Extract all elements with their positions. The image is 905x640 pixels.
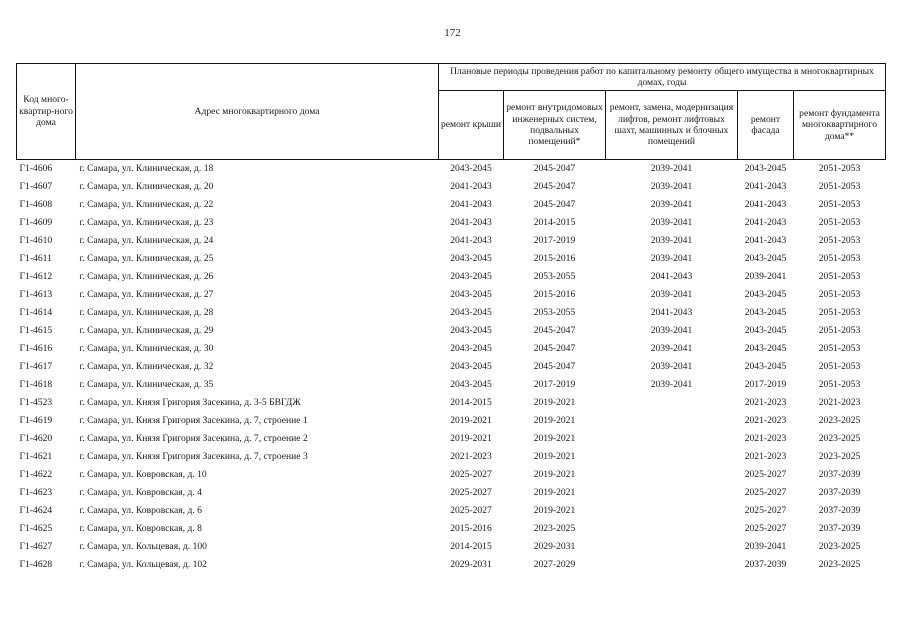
cell-systems: 2019-2021 — [533, 451, 576, 462]
cell-facade: 2043-2045 — [744, 307, 787, 318]
cell-foundation: 2021-2023 — [818, 397, 861, 408]
cell-systems: 2053-2055 — [533, 307, 576, 318]
cell-facade: 2043-2045 — [744, 361, 787, 372]
cell-code: Г1-4607 — [19, 181, 53, 192]
cell-roof: 2019-2021 — [450, 415, 492, 426]
cell-code: Г1-4613 — [19, 289, 53, 300]
cell-facade: 2043-2045 — [744, 343, 787, 354]
cell-facade: 2025-2027 — [744, 523, 787, 534]
cell-elevators — [606, 394, 738, 412]
cell-roof: 2029-2031 — [450, 559, 492, 570]
cell-systems: 2019-2021 — [533, 397, 576, 408]
cell-address: г. Самара, ул. Клиническая, д. 20 — [79, 181, 214, 192]
header-code: Код много-квартир-ного дома — [17, 64, 76, 160]
cell-roof: 2043-2045 — [450, 325, 492, 336]
cell-roof: 2043-2045 — [450, 289, 492, 300]
cell-systems: 2015-2016 — [533, 253, 576, 264]
cell-elevators — [606, 412, 738, 430]
cell-systems: 2045-2047 — [533, 199, 576, 210]
cell-foundation: 2037-2039 — [818, 505, 861, 516]
cell-foundation: 2023-2025 — [818, 433, 861, 444]
cell-systems: 2029-2031 — [533, 541, 576, 552]
cell-address: г. Самара, ул. Клиническая, д. 35 — [79, 379, 214, 390]
cell-roof: 2043-2045 — [450, 379, 492, 390]
cell-systems: 2023-2025 — [533, 523, 576, 534]
cell-foundation: 2051-2053 — [818, 235, 861, 246]
cell-roof: 2043-2045 — [450, 271, 492, 282]
cell-code: Г1-4624 — [19, 505, 53, 516]
cell-roof: 2043-2045 — [450, 307, 492, 318]
cell-elevators: 2039-2041 — [650, 379, 693, 390]
cell-code: Г1-4617 — [19, 361, 53, 372]
cell-systems: 2045-2047 — [533, 181, 576, 192]
cell-address: г. Самара, ул. Ковровская, д. 10 — [79, 469, 207, 480]
cell-roof: 2041-2043 — [450, 235, 492, 246]
cell-roof: 2019-2021 — [450, 433, 492, 444]
cell-roof: 2015-2016 — [450, 523, 492, 534]
table-row — [17, 484, 886, 502]
table-row — [17, 232, 886, 250]
cell-code: Г1-4620 — [19, 433, 53, 444]
cell-systems: 2019-2021 — [533, 487, 576, 498]
cell-systems: 2045-2047 — [533, 163, 576, 174]
cell-code: Г1-4625 — [19, 523, 53, 534]
cell-address: г. Самара, ул. Клиническая, д. 32 — [79, 361, 214, 372]
cell-address: г. Самара, ул. Ковровская, д. 6 — [79, 505, 202, 516]
cell-roof: 2043-2045 — [450, 343, 492, 354]
cell-foundation: 2051-2053 — [818, 217, 861, 228]
cell-facade: 2043-2045 — [744, 325, 787, 336]
cell-systems: 2019-2021 — [533, 469, 576, 480]
table-row — [17, 340, 886, 358]
header-address: Адрес многоквартирного дома — [76, 64, 439, 160]
cell-elevators — [606, 502, 738, 520]
cell-foundation: 2051-2053 — [818, 361, 861, 372]
cell-foundation: 2051-2053 — [818, 199, 861, 210]
cell-address: г. Самара, ул. Клиническая, д. 23 — [79, 217, 214, 228]
cell-facade: 2037-2039 — [744, 559, 787, 570]
table-row — [17, 322, 886, 340]
header-roof: ремонт крыши — [439, 91, 504, 160]
cell-elevators: 2039-2041 — [650, 343, 693, 354]
cell-elevators: 2039-2041 — [650, 253, 693, 264]
table-row — [17, 466, 886, 484]
cell-roof: 2041-2043 — [450, 199, 492, 210]
cell-code: Г1-4618 — [19, 379, 53, 390]
cell-facade: 2025-2027 — [744, 487, 787, 498]
cell-elevators: 2041-2043 — [650, 271, 693, 282]
cell-roof: 2043-2045 — [450, 361, 492, 372]
cell-systems: 2015-2016 — [533, 289, 576, 300]
cell-foundation: 2051-2053 — [818, 343, 861, 354]
cell-roof: 2041-2043 — [450, 217, 492, 228]
cell-roof: 2025-2027 — [450, 469, 492, 480]
table-row — [17, 430, 886, 448]
cell-facade: 2043-2045 — [744, 163, 787, 174]
table-row — [17, 520, 886, 538]
cell-roof: 2014-2015 — [450, 397, 492, 408]
cell-systems: 2019-2021 — [533, 433, 576, 444]
cell-code: Г1-4628 — [19, 559, 53, 570]
cell-elevators: 2039-2041 — [650, 163, 693, 174]
cell-roof: 2043-2045 — [450, 253, 492, 264]
cell-elevators — [606, 484, 738, 502]
cell-address: г. Самара, ул. Клиническая, д. 26 — [79, 271, 214, 282]
table-row — [17, 286, 886, 304]
table-row — [17, 556, 886, 574]
cell-address: г. Самара, ул. Князя Григория Засекина, д. 3-5 БВГДЖ — [79, 397, 301, 408]
cell-code: Г1-4612 — [19, 271, 53, 282]
cell-systems: 2019-2021 — [533, 415, 576, 426]
table-row — [17, 250, 886, 268]
cell-facade: 2021-2023 — [744, 433, 787, 444]
cell-systems: 2019-2021 — [533, 505, 576, 516]
cell-address: г. Самара, ул. Кольцевая, д. 100 — [79, 541, 207, 552]
cell-foundation: 2051-2053 — [818, 181, 861, 192]
cell-address: г. Самара, ул. Ковровская, д. 4 — [79, 487, 202, 498]
cell-foundation: 2023-2025 — [818, 451, 861, 462]
cell-facade: 2043-2045 — [744, 253, 787, 264]
cell-elevators — [606, 538, 738, 556]
table-row — [17, 412, 886, 430]
header-facade: ремонт фасада — [738, 91, 794, 160]
cell-code: Г1-4627 — [19, 541, 53, 552]
cell-elevators: 2041-2043 — [650, 307, 693, 318]
cell-address: г. Самара, ул. Клиническая, д. 24 — [79, 235, 214, 246]
cell-address: г. Самара, ул. Клиническая, д. 30 — [79, 343, 214, 354]
cell-foundation: 2051-2053 — [818, 271, 861, 282]
cell-address: г. Самара, ул. Клиническая, д. 25 — [79, 253, 214, 264]
cell-foundation: 2051-2053 — [818, 289, 861, 300]
cell-code: Г1-4606 — [19, 163, 53, 174]
cell-facade: 2041-2043 — [744, 235, 787, 246]
cell-elevators — [606, 520, 738, 538]
cell-elevators: 2039-2041 — [650, 217, 693, 228]
cell-facade: 2021-2023 — [744, 397, 787, 408]
table-body — [17, 160, 886, 575]
cell-facade: 2041-2043 — [744, 217, 787, 228]
cell-code: Г1-4623 — [19, 487, 53, 498]
cell-code: Г1-4609 — [19, 217, 53, 228]
cell-roof: 2021-2023 — [450, 451, 492, 462]
cell-systems: 2053-2055 — [533, 271, 576, 282]
cell-systems: 2045-2047 — [533, 361, 576, 372]
cell-foundation: 2023-2025 — [818, 415, 861, 426]
cell-foundation: 2051-2053 — [818, 253, 861, 264]
header-periods-group: Плановые периоды проведения работ по капитальному ремонту общего имущества в многоквартирных домах, годы — [439, 64, 886, 91]
table-header — [17, 64, 886, 160]
cell-code: Г1-4608 — [19, 199, 53, 210]
cell-address: г. Самара, ул. Клиническая, д. 22 — [79, 199, 214, 210]
cell-systems: 2014-2015 — [533, 217, 576, 228]
cell-address: г. Самара, ул. Клиническая, д. 29 — [79, 325, 214, 336]
table-row — [17, 376, 886, 394]
table-row — [17, 448, 886, 466]
page-number: 172 — [444, 27, 461, 39]
cell-elevators — [606, 466, 738, 484]
table-row — [17, 304, 886, 322]
cell-foundation: 2023-2025 — [818, 559, 861, 570]
cell-elevators: 2039-2041 — [650, 289, 693, 300]
cell-systems: 2045-2047 — [533, 325, 576, 336]
cell-address: г. Самара, ул. Клиническая, д. 28 — [79, 307, 214, 318]
table-row — [17, 214, 886, 232]
cell-address: г. Самара, ул. Клиническая, д. 18 — [79, 163, 214, 174]
cell-foundation: 2051-2053 — [818, 163, 861, 174]
cell-address: г. Самара, ул. Князя Григория Засекина, д. 7, строение 1 — [79, 415, 308, 426]
cell-roof: 2014-2015 — [450, 541, 492, 552]
cell-facade: 2041-2043 — [744, 199, 787, 210]
cell-facade: 2025-2027 — [744, 469, 787, 480]
cell-foundation: 2037-2039 — [818, 469, 861, 480]
capital-repair-table — [16, 63, 886, 574]
cell-systems: 2017-2019 — [533, 379, 576, 390]
table-row — [17, 178, 886, 196]
cell-address: г. Самара, ул. Ковровская, д. 8 — [79, 523, 202, 534]
cell-facade: 2039-2041 — [744, 541, 787, 552]
cell-code: Г1-4621 — [19, 451, 53, 462]
cell-facade: 2017-2019 — [744, 379, 787, 390]
cell-roof: 2043-2045 — [450, 163, 492, 174]
cell-foundation: 2037-2039 — [818, 523, 861, 534]
cell-code: Г1-4523 — [19, 397, 53, 408]
cell-code: Г1-4611 — [19, 253, 52, 264]
cell-facade: 2043-2045 — [744, 289, 787, 300]
cell-elevators — [606, 448, 738, 466]
cell-code: Г1-4615 — [19, 325, 53, 336]
header-foundation: ремонт фундамента многоквартирного дома** — [794, 91, 886, 160]
cell-address: г. Самара, ул. Клиническая, д. 27 — [79, 289, 214, 300]
cell-elevators — [606, 430, 738, 448]
cell-elevators: 2039-2041 — [650, 235, 693, 246]
cell-address: г. Самара, ул. Кольцевая, д. 102 — [79, 559, 207, 570]
table-row — [17, 394, 886, 412]
cell-roof: 2025-2027 — [450, 505, 492, 516]
table-row — [17, 196, 886, 214]
table-row — [17, 160, 886, 179]
cell-roof: 2041-2043 — [450, 181, 492, 192]
cell-elevators: 2039-2041 — [650, 325, 693, 336]
cell-elevators: 2039-2041 — [650, 361, 693, 372]
cell-systems: 2045-2047 — [533, 343, 576, 354]
table-row — [17, 358, 886, 376]
cell-code: Г1-4610 — [19, 235, 53, 246]
cell-elevators: 2039-2041 — [650, 181, 693, 192]
cell-address: г. Самара, ул. Князя Григория Засекина, д. 7, строение 2 — [79, 433, 308, 444]
cell-elevators: 2039-2041 — [650, 199, 693, 210]
cell-facade: 2025-2027 — [744, 505, 787, 516]
cell-elevators — [606, 556, 738, 574]
table-row — [17, 502, 886, 520]
cell-systems: 2027-2029 — [533, 559, 576, 570]
cell-foundation: 2051-2053 — [818, 379, 861, 390]
cell-facade: 2039-2041 — [744, 271, 787, 282]
cell-code: Г1-4622 — [19, 469, 53, 480]
cell-foundation: 2051-2053 — [818, 307, 861, 318]
cell-facade: 2021-2023 — [744, 451, 787, 462]
header-elevators: ремонт, замена, модернизация лифтов, ремонт лифтовых шахт, машинных и блочных помещений — [606, 91, 738, 160]
header-systems: ремонт внутридомовых инженерных систем, подвальных помещений* — [504, 91, 606, 160]
cell-facade: 2041-2043 — [744, 181, 787, 192]
cell-foundation: 2051-2053 — [818, 325, 861, 336]
cell-roof: 2025-2027 — [450, 487, 492, 498]
cell-foundation: 2037-2039 — [818, 487, 861, 498]
cell-code: Г1-4616 — [19, 343, 53, 354]
cell-code: Г1-4619 — [19, 415, 53, 426]
cell-systems: 2017-2019 — [533, 235, 576, 246]
table-row — [17, 538, 886, 556]
cell-facade: 2021-2023 — [744, 415, 787, 426]
cell-foundation: 2023-2025 — [818, 541, 861, 552]
table-row — [17, 268, 886, 286]
cell-code: Г1-4614 — [19, 307, 53, 318]
cell-address: г. Самара, ул. Князя Григория Засекина, д. 7, строение 3 — [79, 451, 308, 462]
